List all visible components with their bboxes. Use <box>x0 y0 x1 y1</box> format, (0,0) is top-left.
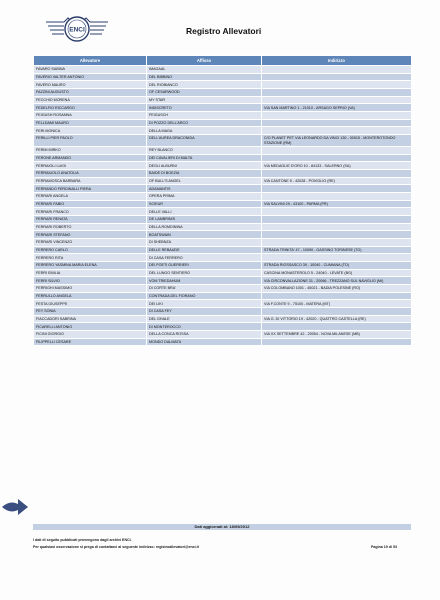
cell-allevatore: FERRARI FABIO <box>34 200 147 208</box>
cell-indirizzo: STRADA TRINITA' 47 - 10090 - GASSINO TORINESE (TO) <box>262 246 412 254</box>
cell-indirizzo <box>262 208 412 216</box>
cell-indirizzo <box>262 216 412 224</box>
cell-affisso: DEI LIKI <box>147 300 262 308</box>
cell-allevatore: FERRAMOSCA BARBARA <box>34 177 147 185</box>
source-note: I dati di seguito pubblicati provengono dagli archivi ENCI. <box>33 538 132 542</box>
cell-allevatore: FICINI GIORGIO <box>34 331 147 339</box>
cell-affisso: DI POZZO DELL'ARCO <box>147 119 262 127</box>
cell-allevatore: FECCHIO MORENA <box>34 96 147 104</box>
cell-indirizzo: VIA XX SETTEMBRE 42 - 20054 - NOVA MILANESE (MB) <box>262 331 412 339</box>
cell-indirizzo <box>262 231 412 239</box>
cell-indirizzo: VIA CANTONE 5 - 42028 - POVIGLIO (RE) <box>262 177 412 185</box>
table-row <box>34 300 412 308</box>
cell-allevatore: FAVERO MAURO <box>34 81 147 89</box>
cell-affisso: DEL RIOBIANCO <box>147 81 262 89</box>
cell-allevatore: FERRERO CARLO <box>34 246 147 254</box>
svg-text:ENCI: ENCI <box>69 26 85 34</box>
cell-indirizzo: C/O PLANET PET VIA LEONARDO DA VINCI 130 - 00015 - MONTEROTONDO STAZIONE (RM) <box>262 135 412 147</box>
cell-affisso: DI CASA FEY <box>147 308 262 316</box>
cell-affisso: DELLE REBAUDE <box>147 246 262 254</box>
cell-indirizzo <box>262 96 412 104</box>
table-row <box>34 308 412 316</box>
table-row <box>34 285 412 293</box>
cell-affisso: ADAMANTIS <box>147 185 262 193</box>
cell-affisso: DI MONTEROCCO <box>147 323 262 331</box>
cell-indirizzo: VIA F.CONTE 9 - 75100 - MATERA (MT) <box>262 300 412 308</box>
column-header-allevatore: Allevatore <box>34 56 147 66</box>
cell-affisso: DI SHEBNZA <box>147 239 262 247</box>
table-row <box>34 135 412 147</box>
cell-affisso: OPERA PRIMA <box>147 193 262 201</box>
cell-affisso: DEGLI ALBURNI <box>147 162 262 170</box>
enci-logo-icon <box>42 12 112 46</box>
cell-allevatore: FERRERO RITA <box>34 254 147 262</box>
cell-affisso: DEL BIBBINO <box>147 73 262 81</box>
table-row <box>34 292 412 300</box>
table-row <box>34 119 412 127</box>
cell-indirizzo: VIA G. DI VITTORIO 19 - 42020 - QUATTRO CASTELLA (RE) <box>262 315 412 323</box>
table-row <box>34 112 412 120</box>
cell-indirizzo <box>262 170 412 178</box>
cell-indirizzo: VIA SALVINI 29 - 43100 - PARMA (PR) <box>262 200 412 208</box>
table-row <box>34 89 412 97</box>
cell-indirizzo: VIA COLOMBANO 1001 - 45021 - BADIA POLESINE (RO) <box>262 285 412 293</box>
cell-affisso: MY STAR <box>147 96 262 104</box>
cell-indirizzo <box>262 254 412 262</box>
column-header-indirizzo: Indirizzo <box>262 56 412 66</box>
cell-indirizzo <box>262 66 412 74</box>
cell-affisso: VOM TRIEDAHUM <box>147 277 262 285</box>
cell-affisso: DELLE VALLI <box>147 208 262 216</box>
cell-affisso: CONTRADA DEL FIORANO <box>147 292 262 300</box>
breeders-table <box>33 55 412 346</box>
cell-allevatore: FERRARI ROBERTO <box>34 223 147 231</box>
cell-allevatore: FERRARI FRANCO <box>34 208 147 216</box>
cell-indirizzo <box>262 81 412 89</box>
cell-allevatore: FERI MONICA <box>34 127 147 135</box>
cell-indirizzo <box>262 147 412 155</box>
cell-allevatore: FERRI SILVIO <box>34 277 147 285</box>
table-row <box>34 315 412 323</box>
cell-allevatore: FERRERO YASMINA MARIA ELENA <box>34 262 147 270</box>
cell-allevatore: FERRULLO ANGELA <box>34 292 147 300</box>
table-row <box>34 277 412 285</box>
cell-indirizzo <box>262 73 412 81</box>
table-row <box>34 231 412 239</box>
cell-allevatore: FERRIGHI MASSIMO <box>34 285 147 293</box>
page-title: Registro Allevatori <box>186 26 262 36</box>
cell-affisso: IMAGAAL <box>147 66 262 74</box>
table-row <box>34 269 412 277</box>
table-row <box>34 262 412 270</box>
cell-allevatore: FERMI MIRKO <box>34 147 147 155</box>
cell-affisso: REY BLANCO <box>147 147 262 155</box>
cell-allevatore: FELLDAMI MAURO <box>34 119 147 127</box>
cell-affisso: DEI POETI GUERRIERI <box>147 262 262 270</box>
cell-allevatore: FERRARI RENATA <box>34 216 147 224</box>
cell-affisso: OF CESARWOOD <box>147 89 262 97</box>
cell-affisso: SCIEUR <box>147 200 262 208</box>
cell-indirizzo <box>262 292 412 300</box>
table-row <box>34 246 412 254</box>
cell-indirizzo <box>262 89 412 97</box>
cell-indirizzo <box>262 112 412 120</box>
table-row <box>34 127 412 135</box>
cell-allevatore: FERRARI STEFANO <box>34 231 147 239</box>
cell-indirizzo <box>262 127 412 135</box>
cell-affisso: FEIGUSCH <box>147 112 262 120</box>
table-row <box>34 104 412 112</box>
cell-allevatore: FERRAIUOLO ANATOLIA <box>34 170 147 178</box>
cell-indirizzo: VIA CIRCONVALLAZIONE 31 - 20066 - TREZZANO SUL NAVIGLIO (MI) <box>262 277 412 285</box>
table-row <box>34 223 412 231</box>
table-row <box>34 331 412 339</box>
contact-note: Per qualsiasi osservazione si prega di contattarci al seguente indirizzo: registroallevatori@enci.it <box>33 545 199 549</box>
cell-affisso: DEI CAVALIERI DI MALTA <box>147 154 262 162</box>
cell-indirizzo <box>262 185 412 193</box>
cell-allevatore: FIACCADORI SABRINA <box>34 315 147 323</box>
cell-affisso: DELLA MAGA <box>147 127 262 135</box>
cell-affisso: DI CASA FERRERO <box>147 254 262 262</box>
cell-indirizzo: CASCINA MONASTEROLO 5 - 24040 - LEVATE (BG) <box>262 269 412 277</box>
cell-affisso: DEL GHALE <box>147 315 262 323</box>
table-row <box>34 338 412 346</box>
table-row <box>34 162 412 170</box>
cell-affisso: DELLA ROMDININA <box>147 223 262 231</box>
cell-allevatore: FILIPPELLI CESARE <box>34 338 147 346</box>
cell-affisso: DELL'AUREA DRACONIDA <box>147 135 262 147</box>
cell-indirizzo <box>262 338 412 346</box>
cell-affisso: BOATSWAIN <box>147 231 262 239</box>
table-row <box>34 147 412 155</box>
table-row <box>34 177 412 185</box>
cell-indirizzo <box>262 239 412 247</box>
table-row <box>34 254 412 262</box>
cell-indirizzo: STRADA RIOSSASCO 39 - 10040 - CUMIANA (TO) <box>262 262 412 270</box>
cell-allevatore: FAVERIO VALTER ANTONIO <box>34 73 147 81</box>
table-body <box>34 66 412 346</box>
cell-affisso: BAIDE DI BOEZIA <box>147 170 262 178</box>
cell-indirizzo <box>262 308 412 316</box>
cell-indirizzo <box>262 323 412 331</box>
cell-allevatore: FESTA GIUSEPPE <box>34 300 147 308</box>
cell-indirizzo <box>262 154 412 162</box>
table-row <box>34 323 412 331</box>
table-row <box>34 239 412 247</box>
cell-indirizzo <box>262 193 412 201</box>
cell-affisso: INDISCRETO <box>147 104 262 112</box>
table-row <box>34 193 412 201</box>
arrow-pointer-icon <box>0 496 30 518</box>
cell-affisso: DE LAMBRINIS <box>147 216 262 224</box>
table-row <box>34 185 412 193</box>
table-row <box>34 73 412 81</box>
cell-allevatore: FEDELFIO RICCARDO <box>34 104 147 112</box>
table-row <box>34 170 412 178</box>
table-row <box>34 96 412 104</box>
cell-allevatore: FERRANDO FERDINALLI PIERA <box>34 185 147 193</box>
cell-allevatore: FICARELLI ANTONIO <box>34 323 147 331</box>
page-number: Pagina 19 di 53 <box>371 545 397 549</box>
cell-indirizzo <box>262 119 412 127</box>
cell-affisso: DEL LUNGO SENTIERO <box>147 269 262 277</box>
table-row <box>34 81 412 89</box>
last-updated-bar: Dati aggiornati al: 18/09/2012 <box>33 524 411 530</box>
table-row <box>34 154 412 162</box>
cell-indirizzo: VIA MEDAGLIE D'ORO 10 - 84133 - SALERNO (SA) <box>262 162 412 170</box>
cell-allevatore: FEY SONIA <box>34 308 147 316</box>
table-row <box>34 208 412 216</box>
cell-allevatore: FERILLI PIER PAOLO <box>34 135 147 147</box>
table-row <box>34 66 412 74</box>
table-row <box>34 216 412 224</box>
cell-allevatore: FAVARO SABINA <box>34 66 147 74</box>
cell-allevatore: FERRAIOLI LUIGI <box>34 162 147 170</box>
cell-affisso: DI CORTE BRA' <box>147 285 262 293</box>
cell-allevatore: FERONE ARMANDO <box>34 154 147 162</box>
table-header-row <box>34 56 412 66</box>
column-header-affisso: Affisso <box>147 56 262 66</box>
cell-allevatore: FAZZINI AUGUSTO <box>34 89 147 97</box>
cell-affisso: MONDO DALMATA <box>147 338 262 346</box>
cell-affisso: OF BULL'S ANGEL <box>147 177 262 185</box>
cell-allevatore: FERRI EMILIA <box>34 269 147 277</box>
cell-allevatore: FERRARI VINCENZO <box>34 239 147 247</box>
cell-affisso: DELLA CONCA ROSSA <box>147 331 262 339</box>
cell-allevatore: FEIGUSH ROSANNA <box>34 112 147 120</box>
cell-allevatore: FERRARI ANGELA <box>34 193 147 201</box>
cell-indirizzo: VIA SAN MARTINO 1 - 21010 - ARSAGO SEPRIO (VA) <box>262 104 412 112</box>
table-row <box>34 200 412 208</box>
cell-indirizzo <box>262 223 412 231</box>
